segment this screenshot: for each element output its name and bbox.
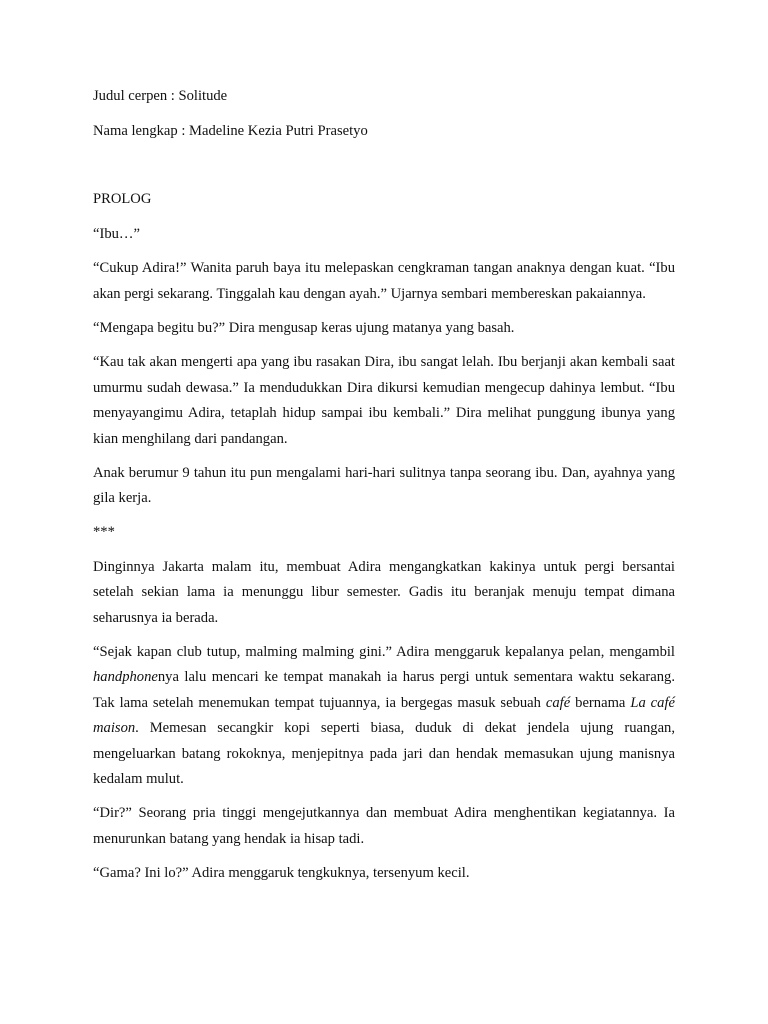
paragraph-1: “Ibu…” <box>93 225 141 242</box>
paragraph-8: “Dir?” Seorang pria tinggi mengejutkannya dan membuat Adira menghentikan kegiatannya. Ia menurunkan batang yang hendak ia hisap tadi. <box>93 805 675 847</box>
italic-cafe: café <box>545 694 571 711</box>
story-title-line: Judul cerpen : Solitude <box>93 88 228 104</box>
paragraph-2: “Cukup Adira!” Wanita paruh baya itu melepaskan cengkraman tangan anaknya dengan kuat. “Ibu akan pergi sekarang. Tinggalah kau dengan ayah.” Ujarnya sembari membereskan pakaiannya. <box>93 260 675 302</box>
paragraph-9: “Gama? Ini lo?” Adira menggaruk tengkuknya, tersenyum kecil. <box>93 864 470 881</box>
document-body <box>93 84 675 895</box>
paragraph-6: Dinginnya Jakarta malam itu, membuat Adira mengangkatkan kakinya untuk pergi bersantai setelah sekian lama ia menunggu libur semester. Gadis itu beranjak menuju tempat dimana seharusnya ia berada. <box>93 558 675 626</box>
paragraph-7-text-a: “Sejak kapan club tutup, malming malming gini.” Adira menggaruk kepalanya pelan, mengambil <box>93 643 675 660</box>
italic-cafe-name: La café maison <box>93 694 675 736</box>
paragraph-7-text-c: bernama <box>570 694 631 711</box>
author-name-line: Nama lengkap : Madeline Kezia Putri Prasetyo <box>93 122 368 139</box>
italic-handphone: handphone <box>93 669 158 685</box>
paragraph-4: “Kau tak akan mengerti apa yang ibu rasakan Dira, ibu sangat lelah. Ibu berjanji akan kembali saat umurmu sudah dewasa.” Ia mendudukkan Dira dikursi kemudian mengecup dahinya lembut. “Ibu menyayangimu Adira, tetaplah hidup sampai ibu kembali.” Dira melihat punggung ibunya yang kian menghilang dari pandangan. <box>93 354 675 447</box>
scene-separator: *** <box>93 524 115 540</box>
paragraph-3: “Mengapa begitu bu?” Dira mengusap keras ujung matanya yang basah. <box>93 319 515 336</box>
paragraph-5: Anak berumur 9 tahun itu pun mengalami hari-hari sulitnya tanpa seorang ibu. Dan, ayahnya yang gila kerja. <box>93 464 675 506</box>
section-heading: PROLOG <box>93 191 152 207</box>
paragraph-7 <box>93 640 675 793</box>
paragraph-7-text-b: nya lalu mencari ke tempat manakah ia harus pergi untuk sementara waktu sekarang. Tak lama setelah menemukan tempat tujuannya, ia bergegas masuk sebuah <box>93 669 675 711</box>
paragraph-7-text-d: . Memesan secangkir kopi seperti biasa, duduk di dekat jendela ujung ruangan, mengeluarkan batang rokoknya, menjepitnya pada jari dan hendak memasukan ujung manisnya kedalam mulut. <box>93 720 675 787</box>
